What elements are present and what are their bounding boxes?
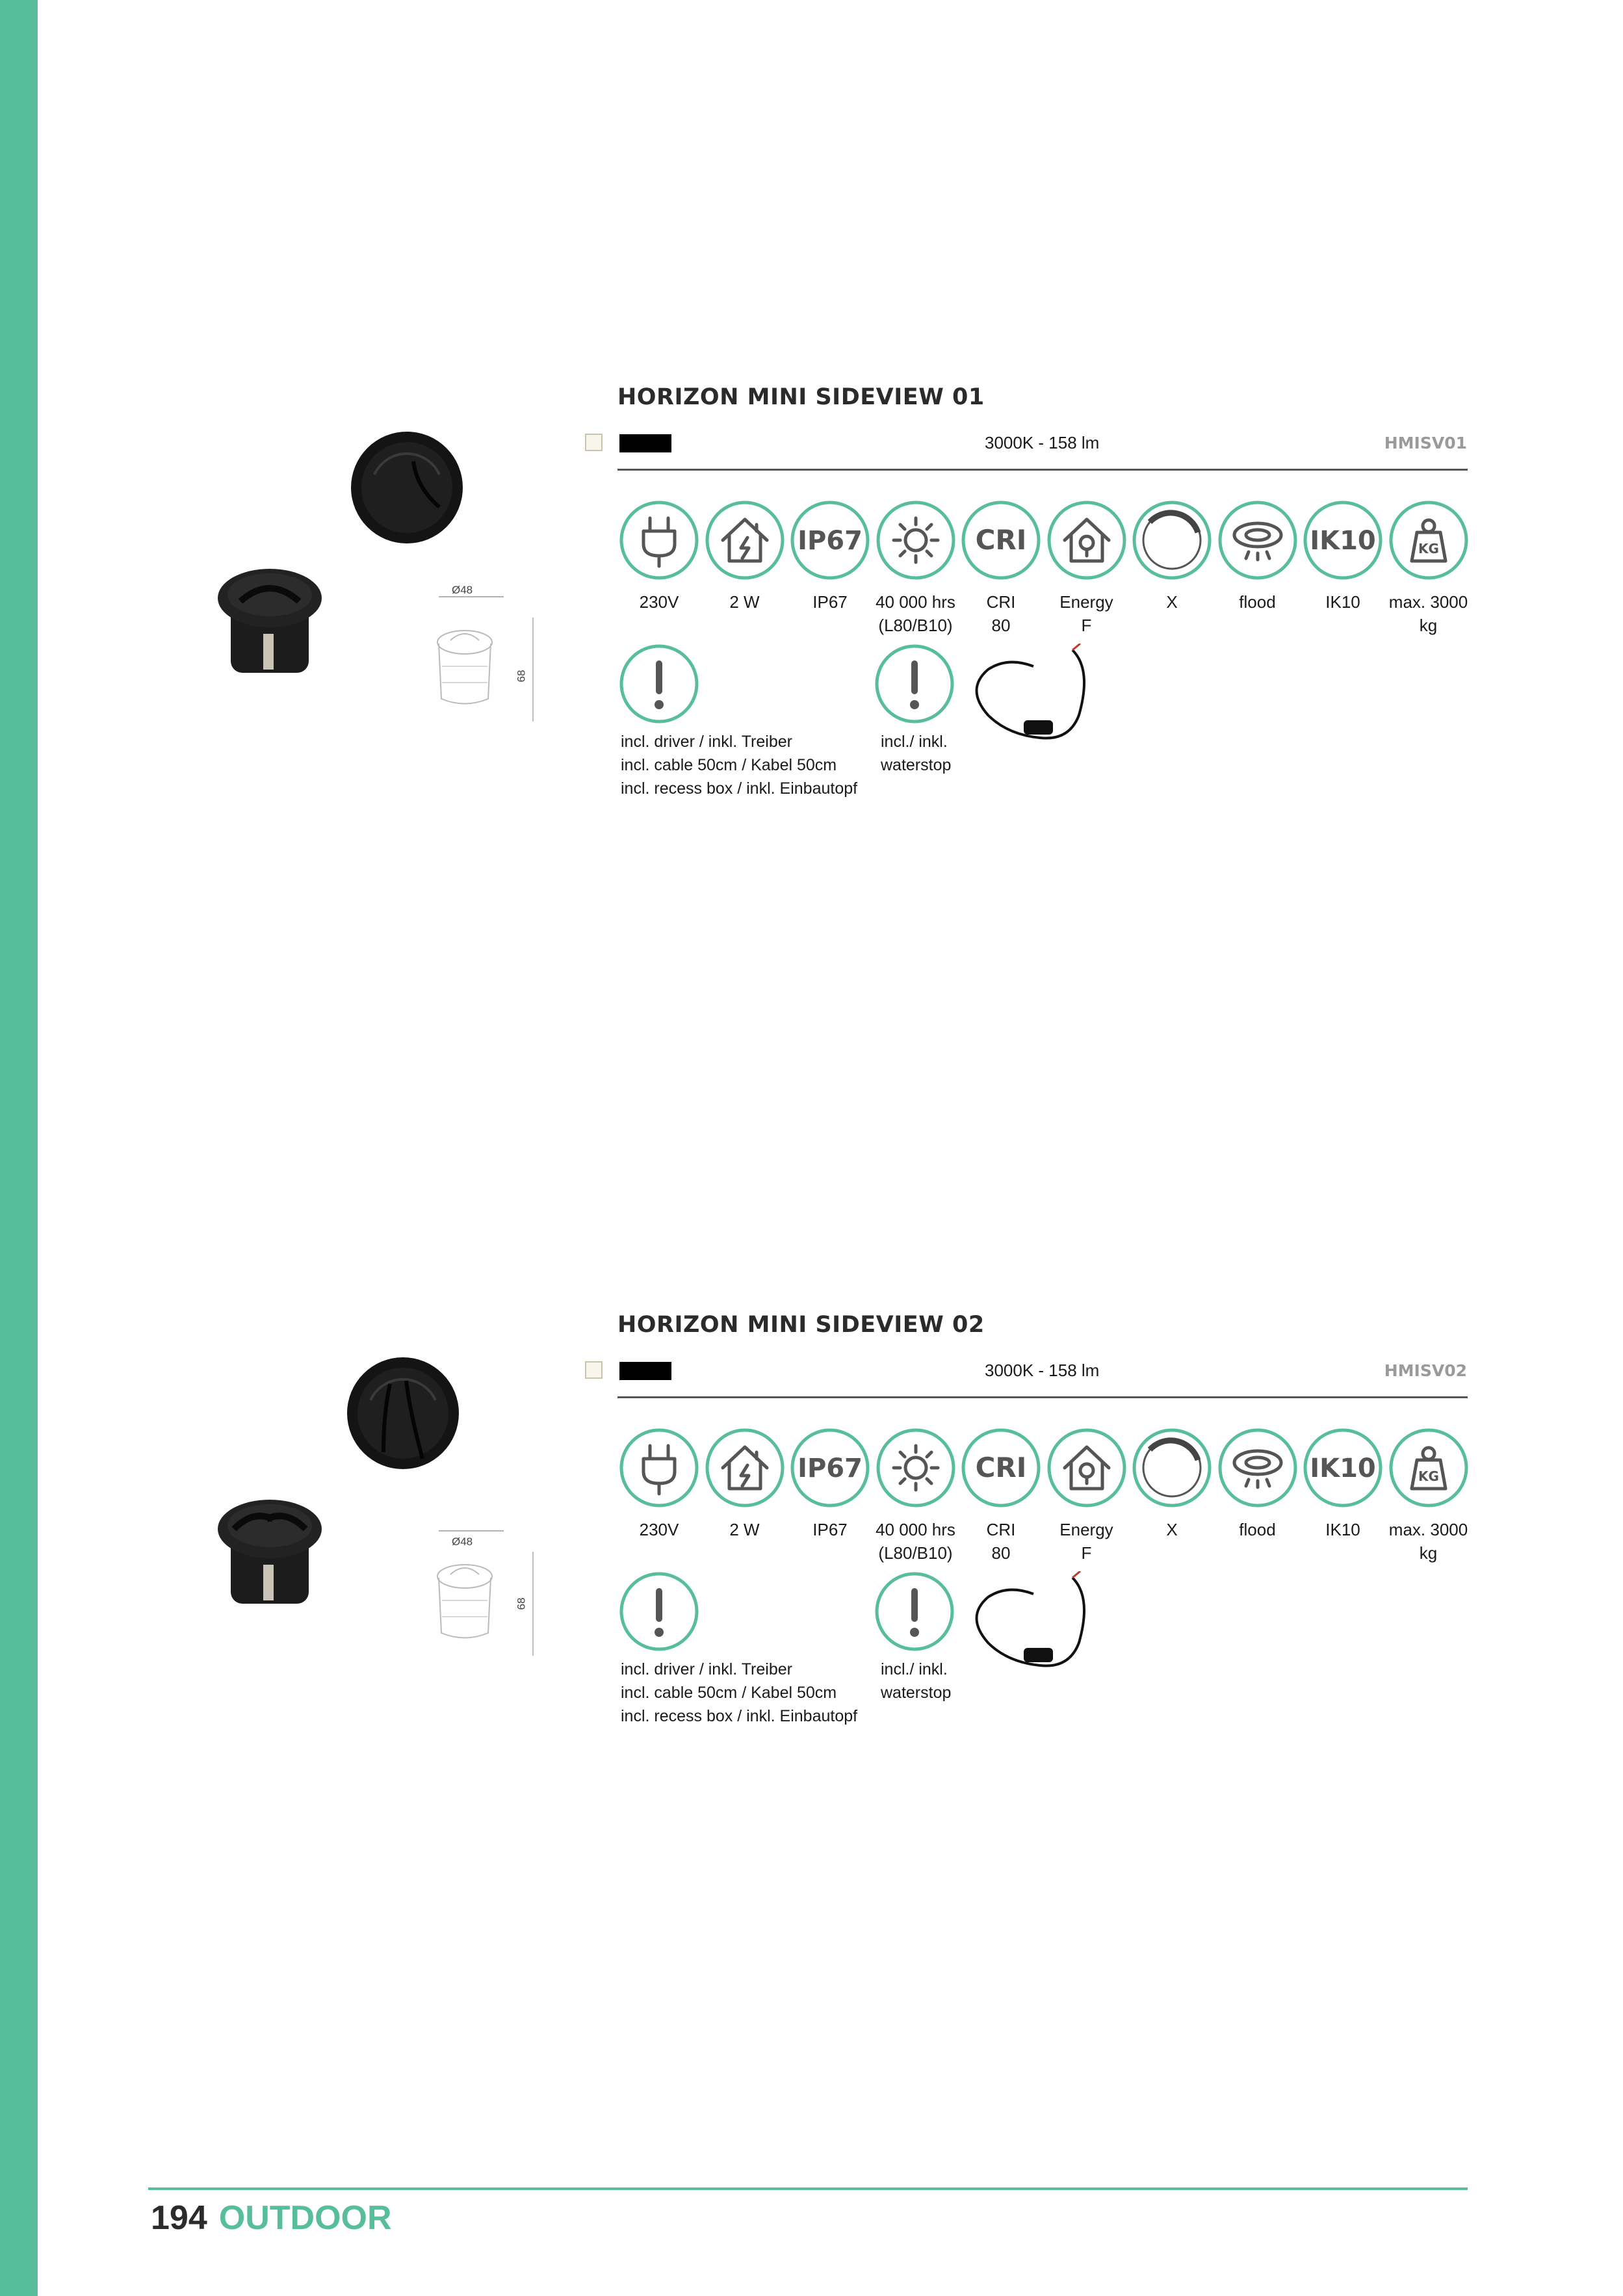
flood-beam-icon <box>1216 499 1299 582</box>
product-title: HORIZON MINI SIDEVIEW 01 <box>617 384 985 410</box>
product-block-2 <box>0 1308 1623 1958</box>
page-number: 194 <box>151 2199 207 2237</box>
spec-value: X <box>1166 1520 1178 1539</box>
info-icon <box>873 642 956 725</box>
weight-kg-icon <box>1387 1426 1470 1509</box>
svg-text:IP67: IP67 <box>798 1454 863 1483</box>
svg-text:IK10: IK10 <box>1310 1454 1376 1483</box>
waterstop-note: incl./ inkl. waterstop <box>881 1660 952 1702</box>
driver-note: incl. driver / inkl. Treiber incl. cable 50cm / Kabel 50cm incl. recess box / inkl. Einbautopf <box>621 1660 858 1725</box>
sun-hours-icon <box>874 499 957 582</box>
dimension-drawing <box>426 584 543 722</box>
product-photo-angle <box>214 562 325 686</box>
spec-value: 2 W <box>729 592 760 612</box>
header-rule <box>617 469 1468 471</box>
spec-value: IK10 <box>1325 592 1360 612</box>
spec-value: IP67 <box>812 592 848 612</box>
spec-value: Energy F <box>1059 1520 1113 1563</box>
dimension-height: 68 <box>515 670 528 683</box>
spec-value: 40 000 hrs (L80/B10) <box>876 592 955 635</box>
product-photo-top <box>344 1355 461 1472</box>
spec-value: max. 3000 kg <box>1388 1520 1468 1563</box>
ik10-icon <box>1301 499 1384 582</box>
ik10-icon <box>1301 1426 1384 1509</box>
product-code: HMISV02 <box>1384 1361 1467 1380</box>
info-icon <box>617 642 701 725</box>
cable-image <box>962 1571 1092 1678</box>
plug-icon <box>617 499 701 582</box>
spec-value: 40 000 hrs (L80/B10) <box>876 1520 955 1563</box>
spec-value: flood <box>1239 1520 1276 1539</box>
svg-text:KG: KG <box>1418 541 1439 556</box>
svg-text:KG: KG <box>1418 1468 1439 1484</box>
spec-value: max. 3000 kg <box>1388 592 1468 635</box>
product-title: HORIZON MINI SIDEVIEW 02 <box>617 1312 985 1338</box>
flood-beam-icon <box>1216 1426 1299 1509</box>
svg-text:IK10: IK10 <box>1310 526 1376 556</box>
dimension-diameter: Ø48 <box>452 584 473 596</box>
dimension-height: 68 <box>515 1597 528 1610</box>
info-icon <box>873 1570 956 1653</box>
spec-value: IP67 <box>812 1520 848 1539</box>
product-photo-angle <box>214 1493 325 1617</box>
beam-angle-icon <box>1130 1426 1214 1509</box>
spec-value: 230V <box>639 1520 679 1539</box>
weight-kg-icon <box>1387 499 1470 582</box>
product-photo-top <box>348 429 465 546</box>
section-title: OUTDOOR <box>218 2199 392 2237</box>
spec-value: X <box>1166 592 1178 612</box>
info-icon <box>617 1570 701 1653</box>
select-checkbox[interactable] <box>585 1361 603 1379</box>
spec-value: 230V <box>639 592 679 612</box>
waterstop-note: incl./ inkl. waterstop <box>881 733 952 774</box>
beam-angle-icon <box>1130 499 1214 582</box>
svg-text:CRI: CRI <box>975 1452 1027 1483</box>
house-voltage-icon <box>703 499 786 582</box>
spec-value: CRI 80 <box>986 592 1016 635</box>
header-rule <box>617 1396 1468 1398</box>
ip67-icon <box>788 1426 872 1509</box>
variant-label: 3000K - 158 lm <box>985 1361 1100 1380</box>
page-footer <box>151 2198 392 2237</box>
cri-icon <box>959 1426 1043 1509</box>
driver-note: incl. driver / inkl. Treiber incl. cable 50cm / Kabel 50cm incl. recess box / inkl. Einbautopf <box>621 733 858 798</box>
energy-house-icon <box>1045 499 1128 582</box>
cable-image <box>962 644 1092 751</box>
footer-rule <box>148 2187 1468 2190</box>
spec-value: flood <box>1239 592 1276 612</box>
spec-value: CRI 80 <box>986 1520 1016 1563</box>
spec-value: IK10 <box>1325 1520 1360 1539</box>
house-voltage-icon <box>703 1426 786 1509</box>
ip67-icon <box>788 499 872 582</box>
select-checkbox[interactable] <box>585 434 603 451</box>
product-code: HMISV01 <box>1384 434 1467 452</box>
product-block-1 <box>0 380 1623 1030</box>
plug-icon <box>617 1426 701 1509</box>
energy-house-icon <box>1045 1426 1128 1509</box>
color-swatch-black <box>619 1362 671 1380</box>
cri-icon <box>959 499 1043 582</box>
spec-value: 2 W <box>729 1520 760 1539</box>
svg-text:IP67: IP67 <box>798 526 863 556</box>
sun-hours-icon <box>874 1426 957 1509</box>
dimension-diameter: Ø48 <box>452 1535 473 1548</box>
dimension-drawing <box>426 1526 543 1656</box>
spec-value: Energy F <box>1059 592 1113 635</box>
variant-label: 3000K - 158 lm <box>985 433 1100 452</box>
color-swatch-black <box>619 434 671 452</box>
svg-text:CRI: CRI <box>975 524 1027 556</box>
